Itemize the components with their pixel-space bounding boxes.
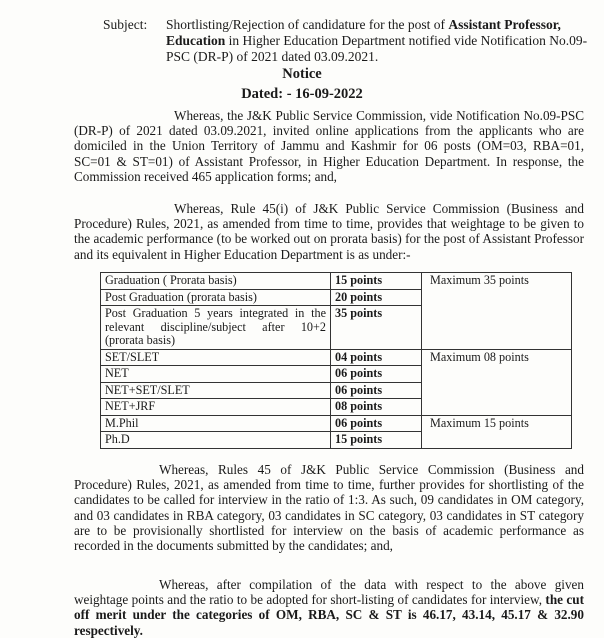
subject-text-part: in Higher Education Department notified vide Notification No.09-PSC (DR-P) of 2021 dated 03.09.2021. [166, 33, 588, 64]
points-cell: 06 points [331, 366, 422, 383]
subject-post-name: Assistant Professor, Education [166, 17, 561, 48]
points-cell: 35 points [331, 306, 422, 350]
points-cell: 15 points [331, 273, 422, 290]
table-row [101, 349, 572, 366]
maximum-cell: Maximum 08 points [422, 349, 572, 415]
points-cell: 20 points [331, 289, 422, 306]
qualification-cell: Post Graduation (prorata basis) [101, 289, 331, 306]
qualification-cell: Graduation ( Prorata basis) [101, 273, 331, 290]
paragraph-2: Whereas, Rule 45(i) of J&K Public Service Commission (Business and Procedure) Rules, 2021, as amended from time to time, provides that weightage to be given to the academic performance (to be worked out on prorata basis) for the post of Assistant Professor and its equivalent in Higher Education Department is as under:- [74, 201, 584, 262]
qualification-cell [101, 306, 331, 350]
qualification-cell: Ph.D [101, 432, 331, 449]
points-cell: 06 points [331, 415, 422, 432]
subject-text [166, 17, 591, 65]
notice-date: Dated: - 16-09-2022 [241, 86, 363, 102]
maximum-cell: Maximum 15 points [422, 415, 572, 448]
paragraph-1: Whereas, the J&K Public Service Commission, vide Notification No.09-PSC (DR-P) of 2021 dated 03.09.2021, invited online applications from the applicants who are domiciled in the Union Territory of Jammu and Kashmir for 06 posts (OM=03, RBA=01, SC=01 & ST=01) of Assistant Professor, in Higher Education Department. In response, the Commission received 465 application forms; and, [74, 108, 584, 184]
qualification-cell: NET+JRF [101, 399, 331, 416]
paragraph-4 [74, 577, 584, 638]
table-row [101, 273, 572, 290]
points-cell: 15 points [331, 432, 422, 449]
subject-text-part: Shortlisting/Rejection of candidature for the post of [166, 17, 449, 32]
paragraph-3: Whereas, Rules 45 of J&K Public Service Commission (Business and Procedure) Rules, 2021, as amended from time to time, further provides for shortlisting of the candidates to be called for interview in the ratio of 1:3. As such, 09 candidates in OM category, and 03 candidates in RBA category, 03 candidates in SC category, 03 candidates in ST category are to be provisionally shortlisted for interview on the basis of academic performance as recorded in the documents submitted by the candidates; and, [74, 462, 584, 554]
points-cell: 06 points [331, 382, 422, 399]
weightage-table [100, 272, 572, 449]
qualification-text: Post Graduation 5 years integrated in the relevant discipline/subject after 10+2 (prorata basis) [105, 306, 326, 347]
paragraph-4-text: Whereas, after compilation of the data with respect to the above given weightage points and the ratio to be adopted for short-listing of candidates for interview, [74, 577, 584, 608]
qualification-cell: M.Phil [101, 415, 331, 432]
points-cell: 04 points [331, 349, 422, 366]
table-row [101, 415, 572, 432]
qualification-cell: SET/SLET [101, 349, 331, 366]
notice-title: Notice [282, 66, 322, 82]
qualification-cell: NET+SET/SLET [101, 382, 331, 399]
points-cell: 08 points [331, 399, 422, 416]
cutoff-merit-text: the cut off merit under the categories of OM, RBA, SC & ST is 46.17, 43.14, 45.17 & 32.90 respectively. [74, 592, 584, 638]
qualification-cell: NET [101, 366, 331, 383]
maximum-cell: Maximum 35 points [422, 273, 572, 350]
subject-label: Subject: [103, 17, 148, 32]
